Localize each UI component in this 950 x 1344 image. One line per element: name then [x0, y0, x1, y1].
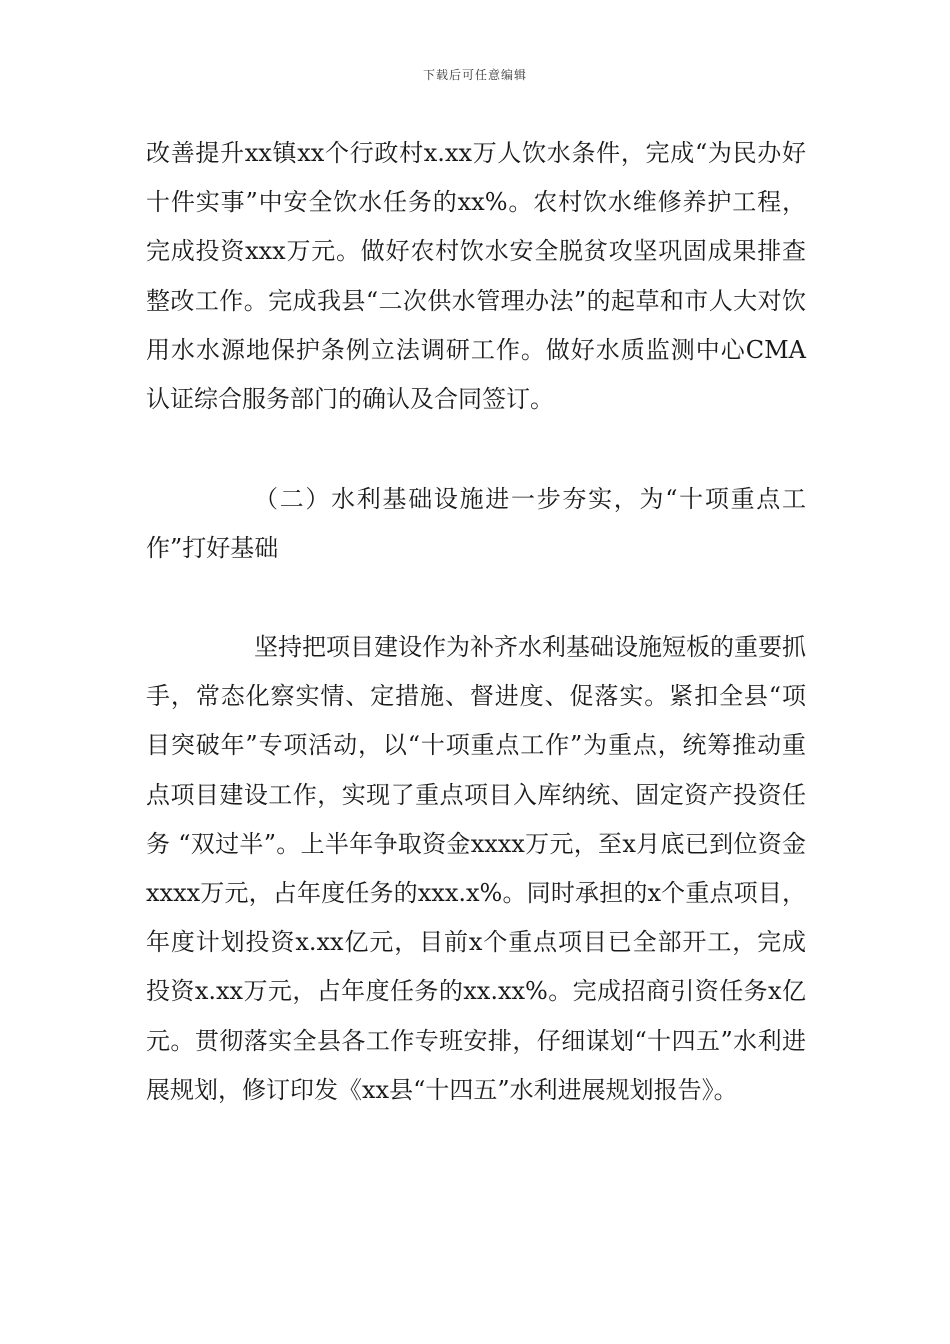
- paragraph-text: 改善提升xx镇xx个行政村x.xx万人饮水条件，完成“为民办好十件实事”中安全饮水任务的xx%。农村饮水维修养护工程，完成投资xxx万元。做好农村饮水安全脱贫攻坚巩固成果排查整改工作。完成我县“二次供水管理办法”的起草和市人大对饮用水水源地保护条例立法调研工作。做好水质监测中心CMA认证综合服务部门的确认及合同签订。: [146, 139, 806, 414]
- page-header: 下载后可任意编辑: [422, 68, 527, 82]
- section-heading-2: [146, 475, 806, 573]
- paragraph-text: 坚持把项目建设作为补齐水利基础设施短板的重要抓手，常态化察实情、定措施、督进度、促落实。紧扣全县“项目突破年”专项活动，以“十项重点工作”为重点，统筹推动重点项目建设工作，实现了重点项目入库纳统、固定资产投资任务 “双过半”。上半年争取资金xxxx万元，至x月底已到位资金xxxx万元，占年度任务的xxx.x%。同时承担的x个重点项目，年度计划投资x.xx亿元，目前x个重点项目已全部开工，完成投资x.xx万元，占年度任务的xx.xx%。完成招商引资任务x亿元。贯彻落实全县各工作专班安排，仔细谋划“十四五”水利进展规划，修订印发《xx县“十四五”水利进展规划报告》。: [146, 633, 806, 1104]
- section-heading-text: （二）水利基础设施进一步夯实，为“十项重点工作”打好基础: [146, 485, 806, 563]
- body-paragraph-1: [146, 129, 806, 424]
- body-paragraph-2: [146, 623, 806, 1115]
